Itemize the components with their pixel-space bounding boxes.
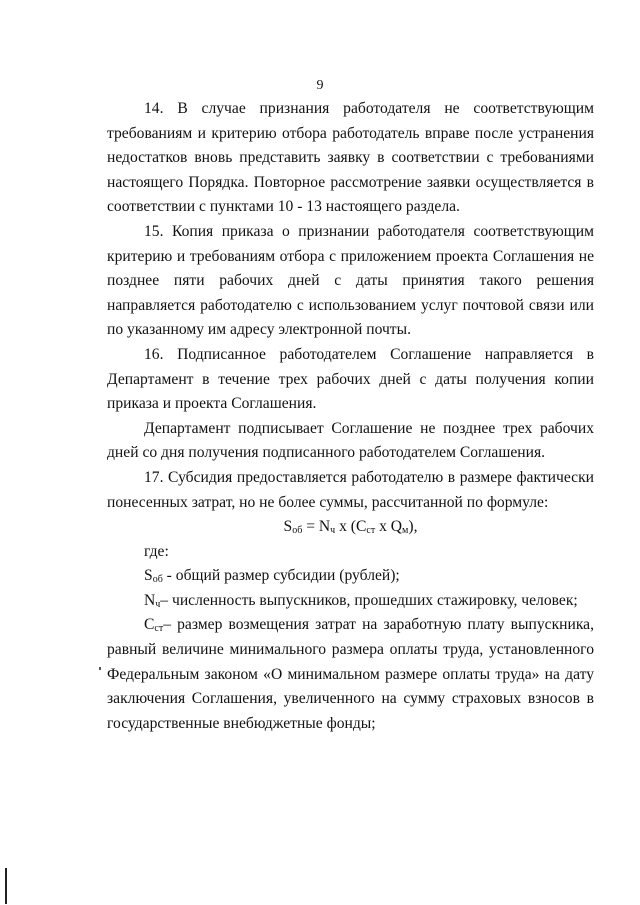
formula-c-subscript: ст [366,525,376,537]
document-body [107,97,594,736]
definition-s [107,564,594,589]
formula-s-subscript: об [292,525,303,537]
formula-q-subscript: м [402,525,409,537]
definition-n-symbol: N [144,591,156,609]
formula-times-c: x (C [335,518,367,536]
definition-c-text: – размер возмещения затрат на заработную плату выпускника, равный величине минимального размера оплаты труда, установленного Федеральным законом «О минимальном размере оплаты труда» на дату заключения Соглашения, увеличенного на сумму страховых взносов в государственные внебюджетные фонды; [107,616,594,732]
scan-artifact-dot [99,667,101,670]
definition-c-symbol: C [144,616,155,634]
formula-times-q: x Q [375,518,403,536]
formula-n-subscript: ч [330,525,336,537]
definition-s-text: - общий размер субсидии (рублей); [162,567,400,585]
formula-s: S [283,518,293,536]
definition-n-text: – численность выпускников, прошедших стажировку, человек; [160,591,578,609]
paragraph-16: 16. Подписанное работодателем Соглашение направляется в Департамент в течение трех рабочих дней с даты получения копии приказа и проекта Соглашения. [107,345,594,413]
paragraph-17: 17. Субсидия предоставляется работодателю в размере фактически понесенных затрат, но не более суммы, рассчитанной по формуле: [107,468,594,511]
paragraph-15: 15. Копия приказа о признании работодателя соответствующим критерию и требованиям отбора с приложением проекта Соглашения не позднее пяти рабочих дней с даты принятия такого решения направляется работодателю с использованием услуг почтовой связи или по указанному им адресу электронной почты. [107,222,594,339]
formula-close: ), [408,518,418,536]
definition-s-subscript: об [152,574,163,586]
definition-c [107,613,594,736]
paragraph-16-department: Департамент подписывает Соглашение не позднее трех рабочих дней со дня получения подписанного работодателем Соглашения. [107,419,594,462]
formula-equals-n: = N [302,518,331,536]
definition-n-subscript: ч [155,598,161,610]
definition-c-subscript: ст [154,623,164,635]
definition-n [107,589,594,614]
definition-s-symbol: S [144,567,153,585]
where-label: где: [144,542,169,560]
scan-artifact-line [5,868,7,904]
subsidy-formula [107,515,594,540]
paragraph-14: 14. В случае признания работодателя не соответствующим требованиям и критерию отбора работодатель вправе после устранения недостатков вновь представить заявку в соответствии с требованиями настоящего Порядка. Повторное рассмотрение заявки осуществляется в соответствии с пунктами 10 - 13 настоящего раздела. [107,100,594,216]
page-number: 9 [316,78,324,93]
